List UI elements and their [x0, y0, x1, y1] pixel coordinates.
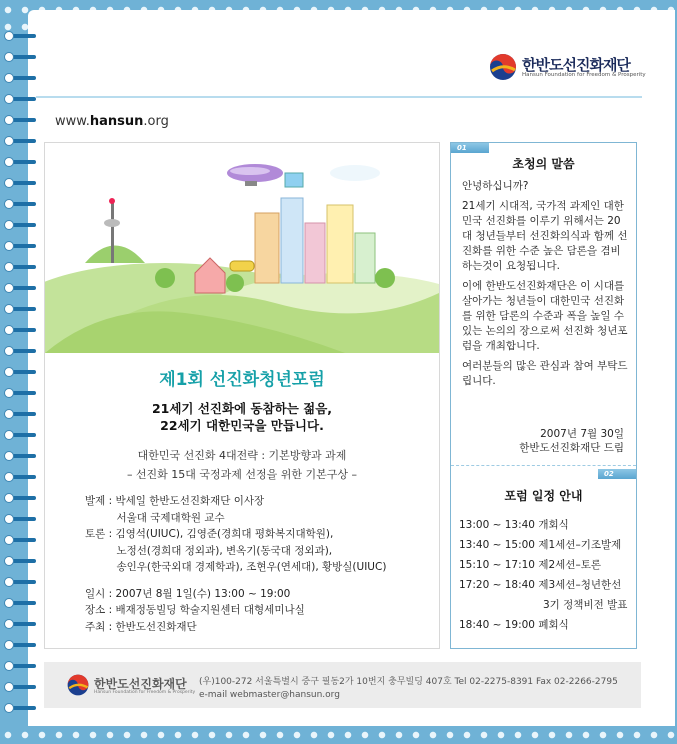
- binding-ring: [4, 219, 36, 231]
- ring-hole: [4, 661, 14, 671]
- ring-hole: [4, 619, 14, 629]
- ring-hole: [4, 304, 14, 314]
- binding-ring: [4, 345, 36, 357]
- invitation-body: [462, 179, 628, 394]
- section-divider: [451, 465, 636, 466]
- header-divider: [36, 96, 642, 98]
- url-prefix: www.: [55, 114, 90, 129]
- brand-tagline: Hansun Foundation for Freedom & Prosperity: [522, 72, 646, 78]
- footer-contact: [199, 676, 618, 702]
- ring-hole: [4, 703, 14, 713]
- binding-ring: [4, 492, 36, 504]
- binding-ring: [4, 408, 36, 420]
- detail-line: 토론 : 김영석(UIUC), 김영준(경희대 평화복지대학원),: [85, 528, 334, 540]
- binding-ring: [4, 639, 36, 651]
- ring-hole: [4, 73, 14, 83]
- binding-ring: [4, 177, 36, 189]
- binding-ring: [4, 282, 36, 294]
- ring-hole: [4, 94, 14, 104]
- ring-hole: [4, 241, 14, 251]
- ring-hole: [4, 598, 14, 608]
- binding-ring: [4, 681, 36, 693]
- binding-ring: [4, 30, 36, 42]
- frame-dots-bottom: [0, 726, 677, 744]
- ring-hole: [4, 178, 14, 188]
- detail-line: 발제 : 박세일 한반도선진화재단 이사장: [85, 495, 265, 507]
- theme-line-2: – 선진화 15대 국정과제 선정을 위한 기본구상 –: [126, 468, 358, 481]
- ring-hole: [4, 115, 14, 125]
- ring-hole: [4, 346, 14, 356]
- ring-hole: [4, 157, 14, 167]
- binding-ring: [4, 471, 36, 483]
- section-tag-invitation: 01: [451, 143, 489, 153]
- binding-ring: [4, 366, 36, 378]
- footer-logo: [66, 673, 196, 699]
- binding-ring: [4, 72, 36, 84]
- binding-ring: [4, 576, 36, 588]
- invitation-greeting: 안녕하십니까?: [462, 180, 529, 192]
- ring-hole: [4, 388, 14, 398]
- binding-ring: [4, 198, 36, 210]
- binding-ring: [4, 513, 36, 525]
- schedule-list: [459, 515, 634, 635]
- ring-hole: [4, 640, 14, 650]
- binding-ring: [4, 156, 36, 168]
- ring-hole: [4, 31, 14, 41]
- ring-hole: [4, 283, 14, 293]
- url-suffix: .org: [143, 114, 169, 129]
- footer: [44, 662, 641, 708]
- ring-hole: [4, 136, 14, 146]
- slogan-line-1: 21세기 선진화에 동참하는 젊음,: [151, 401, 333, 416]
- binding-ring: [4, 135, 36, 147]
- binding-ring: [4, 324, 36, 336]
- ring-hole: [4, 262, 14, 272]
- detail-line: 송인우(한국외대 경제학과), 조현우(연세대), 황방실(UIUC): [85, 561, 387, 573]
- invitation-paragraph: 이에 한반도선진화재단은 이 시대를 살아가는 청년들이 대한민국 선진화를 위한 담론의 수준과 폭을 높일 수 있는 논의의 장으로써 선진화 청년포럼을 개최합니다.: [462, 280, 628, 352]
- binding-ring: [4, 555, 36, 567]
- invitation-paragraph: 21세기 시대적, 국가적 과제인 대한민국 선진화를 이루기 위해서는 20대 청년들부터 선진화의식과 함께 선진화를 위한 수준 높은 담론을 겸비하는것이 요청됩니다.: [462, 200, 628, 272]
- detail-line: 장소 : 배재정동빌딩 학술지원센터 대형세미나실: [85, 604, 305, 616]
- schedule-item: 17:20 ~ 18:40 제3세션–청년한선: [459, 579, 622, 591]
- binding-ring: [4, 240, 36, 252]
- ring-hole: [4, 409, 14, 419]
- ring-hole: [4, 682, 14, 692]
- website-url[interactable]: [55, 114, 169, 129]
- forum-title: 제1회 선진화청년포럼: [159, 370, 325, 390]
- binding-ring: [4, 261, 36, 273]
- brand-logo: [488, 52, 646, 82]
- ring-hole: [4, 556, 14, 566]
- binding-ring: [4, 387, 36, 399]
- schedule-heading: 포럼 일정 안내: [504, 489, 583, 503]
- binding-ring: [4, 450, 36, 462]
- taeguk-logo-icon: [488, 52, 518, 82]
- binding-ring: [4, 93, 36, 105]
- schedule-item: 13:40 ~ 15:00 제1세션–기조발제: [459, 539, 622, 551]
- theme-line-1: 대한민국 선진화 4대전략 : 기본방향과 과제: [137, 449, 347, 462]
- slogan-line-2: 22세기 대한민국을 만듭니다.: [160, 418, 324, 433]
- side-panel: [450, 142, 637, 649]
- ring-hole: [4, 577, 14, 587]
- binding-ring: [4, 429, 36, 441]
- ring-hole: [4, 199, 14, 209]
- schedule-item: 18:40 ~ 19:00 폐회식: [459, 619, 569, 631]
- spiral-binding: [4, 30, 38, 720]
- binding-ring: [4, 114, 36, 126]
- brand-name: 한반도선진화재단: [522, 56, 630, 74]
- invitation-date: 2007년 7월 30일: [540, 428, 624, 440]
- ring-hole: [4, 325, 14, 335]
- binding-ring: [4, 702, 36, 714]
- schedule-item: 3기 정책비전 발표: [459, 599, 628, 611]
- ring-hole: [4, 472, 14, 482]
- ring-hole: [4, 52, 14, 62]
- forum-details: [85, 493, 435, 635]
- ring-hole: [4, 367, 14, 377]
- forum-theme: [45, 446, 439, 484]
- binding-ring: [4, 51, 36, 63]
- binding-ring: [4, 303, 36, 315]
- ring-hole: [4, 514, 14, 524]
- binding-ring: [4, 660, 36, 672]
- city-hill-illustration: [45, 143, 439, 353]
- detail-line: 주최 : 한반도선진화재단: [85, 620, 197, 633]
- forum-slogan: [45, 400, 439, 434]
- footer-brand-name: 한반도선진화재단: [94, 677, 187, 691]
- ring-hole: [4, 535, 14, 545]
- footer-address: (우)100-272 서울특별시 중구 필동2가 10번지 충무빌딩 407호 Tel 02-2275-8391 Fax 02-2266-2795: [199, 677, 618, 687]
- invitation-paragraph: 여러분들의 많은 관심과 참여 부탁드립니다.: [462, 360, 628, 387]
- ring-hole: [4, 430, 14, 440]
- footer-brand-tagline: Hansun Foundation for Freedom & Prosperity: [94, 690, 196, 695]
- schedule-item: 15:10 ~ 17:10 제2세션–토론: [459, 559, 601, 571]
- ring-hole: [4, 220, 14, 230]
- invitation-signature: [519, 427, 624, 455]
- url-domain: hansun: [89, 114, 144, 129]
- detail-line: 서울대 국제대학원 교수: [85, 511, 225, 524]
- detail-line: 노정선(경희대 정외과), 변옥기(동국대 정외과),: [85, 544, 333, 557]
- schedule-item: 13:00 ~ 13:40 개회식: [459, 519, 569, 531]
- forum-info-panel: [44, 142, 440, 649]
- ring-hole: [4, 451, 14, 461]
- taeguk-logo-icon: [66, 673, 90, 697]
- detail-spacer: [85, 576, 435, 586]
- section-tag-schedule: 02: [598, 469, 636, 479]
- invitation-heading: 초청의 말씀: [512, 157, 575, 171]
- binding-ring: [4, 534, 36, 546]
- binding-ring: [4, 618, 36, 630]
- footer-email[interactable]: e-mail webmaster@hansun.org: [199, 690, 340, 700]
- detail-line: 일시 : 2007년 8월 1일(수) 13:00 ~ 19:00: [85, 587, 291, 600]
- ring-hole: [4, 493, 14, 503]
- invitation-signer: 한반도선진화재단 드림: [519, 442, 624, 454]
- binding-ring: [4, 597, 36, 609]
